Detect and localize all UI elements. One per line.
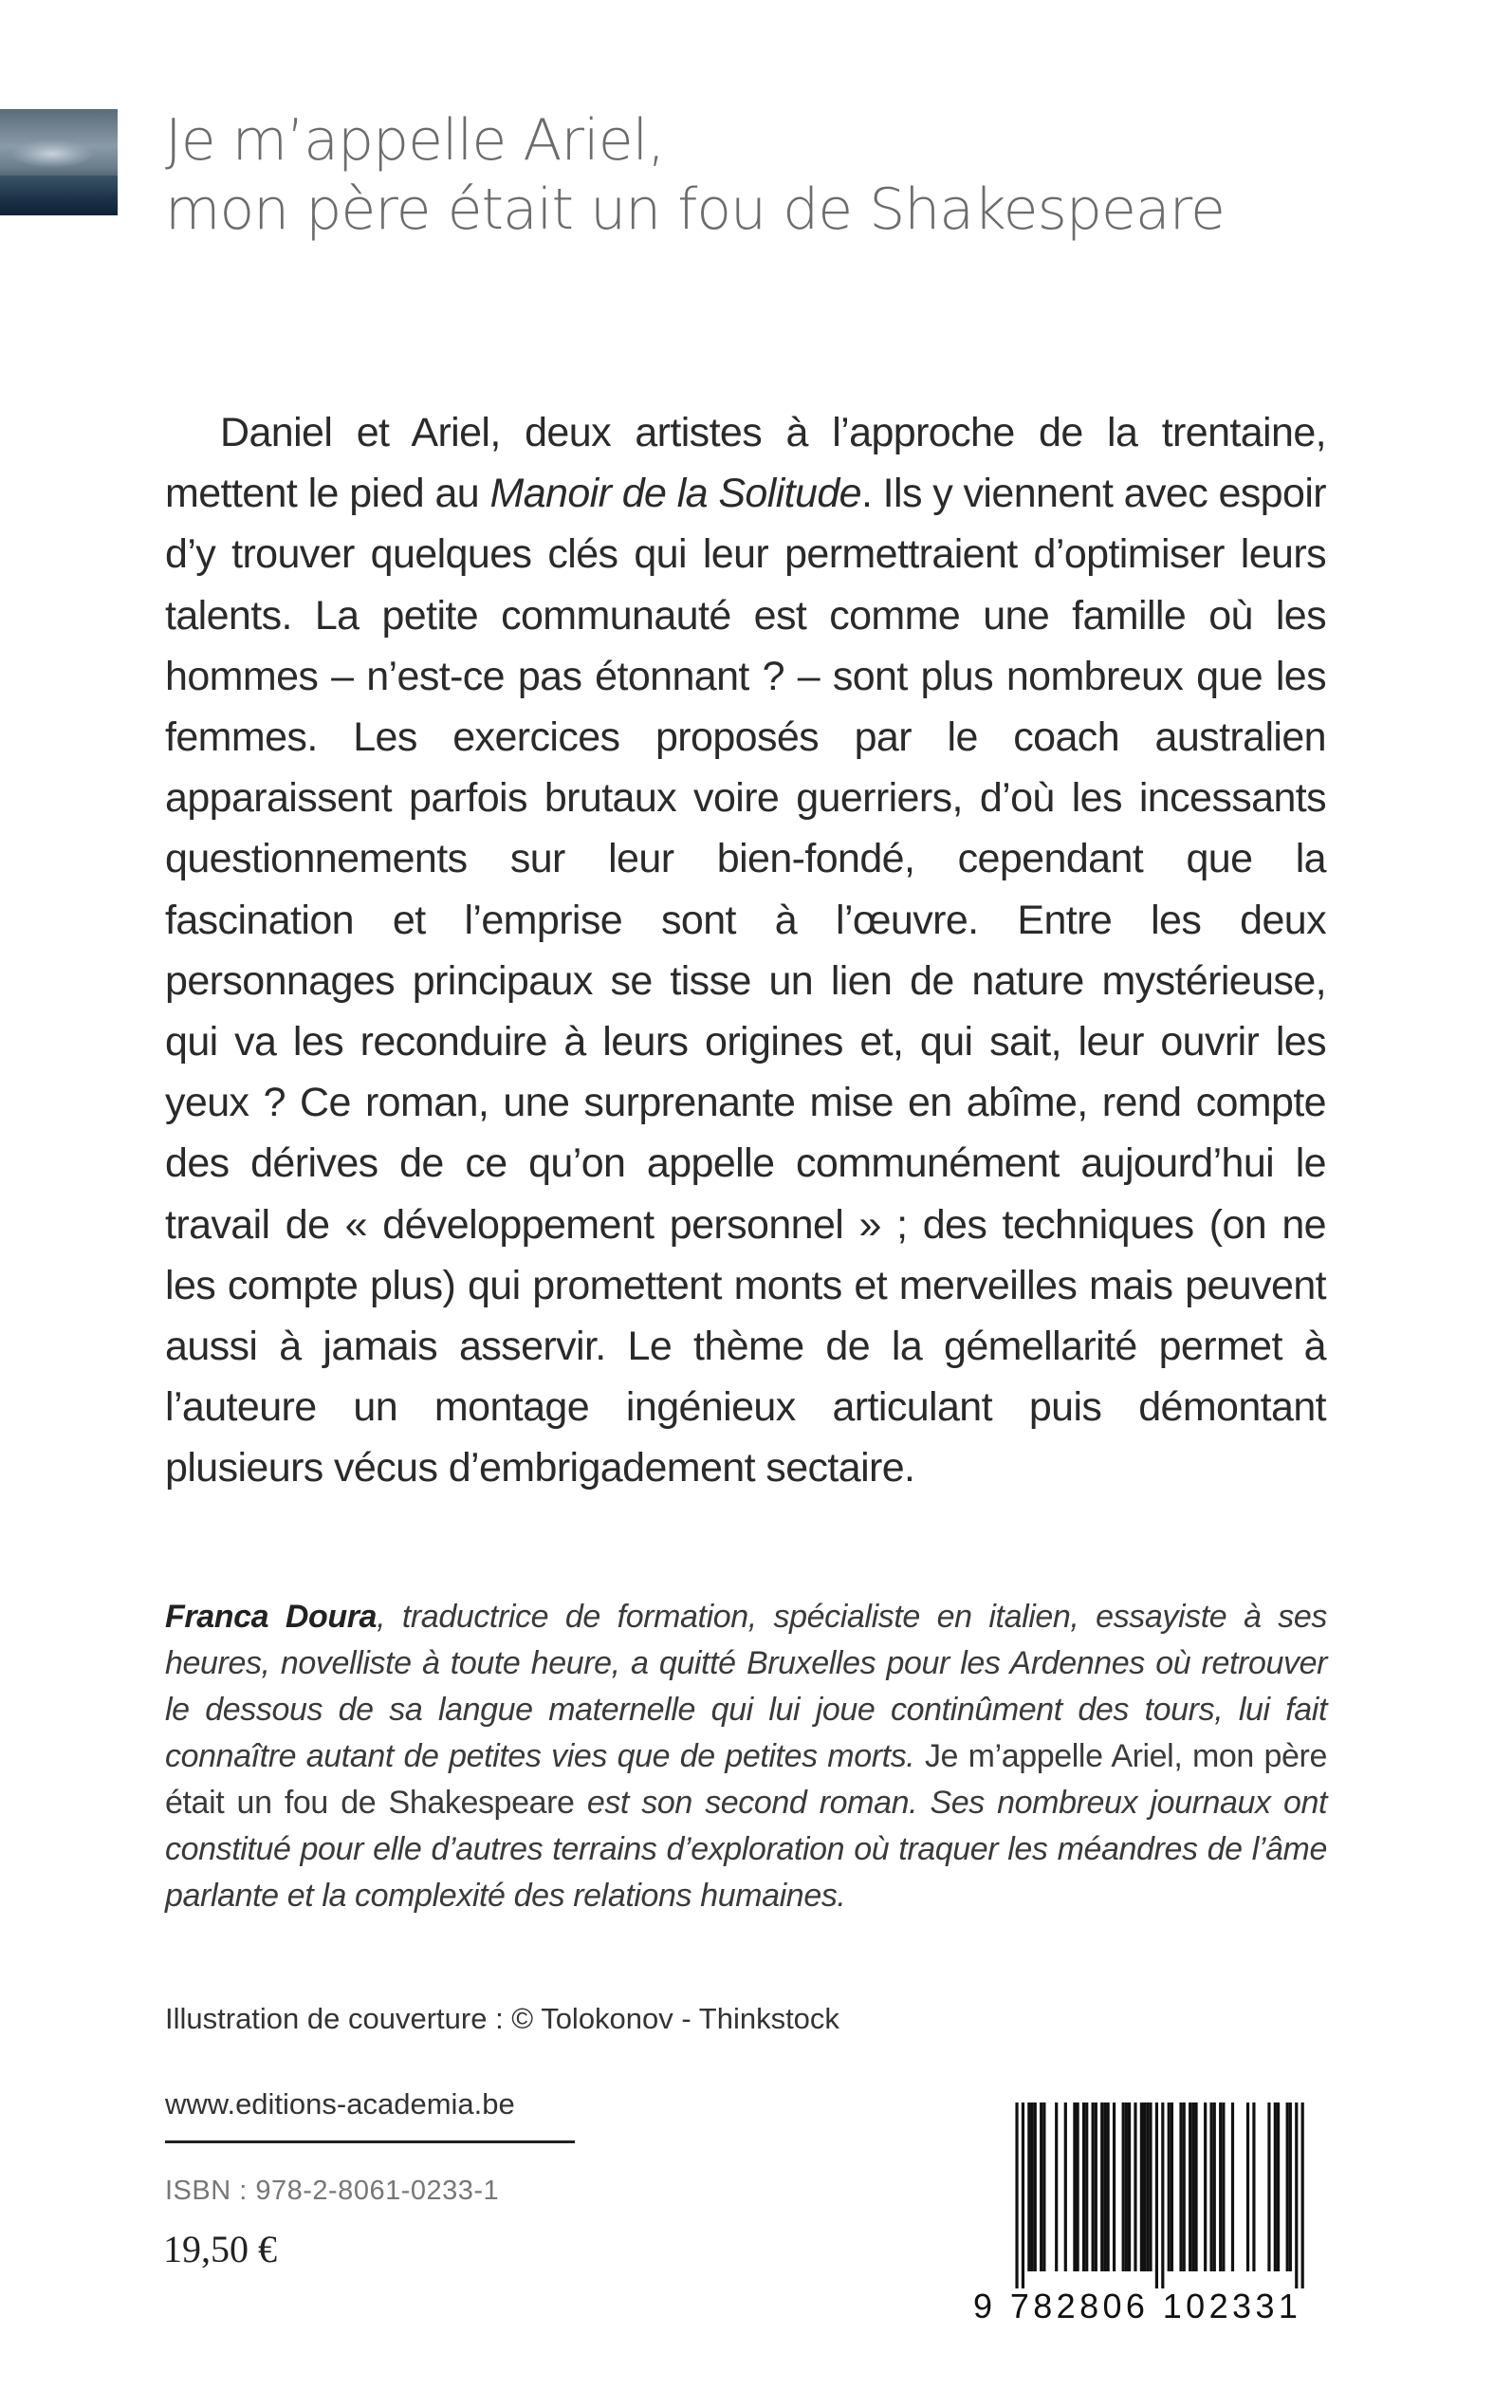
- barcode-bar: [1064, 2102, 1067, 2271]
- barcode-bar: [1122, 2102, 1125, 2271]
- barcode-bar: [1027, 2102, 1030, 2271]
- barcode-bar: [1077, 2102, 1079, 2271]
- barcode-bar: [1015, 2102, 1018, 2288]
- author-bio-book-title: Je m’appelle Ariel, mon père était un fou de Shakespeare: [165, 1738, 1327, 1821]
- barcode-bar: [1034, 2102, 1037, 2271]
- barcode-bar: [1140, 2102, 1143, 2271]
- barcode-bar: [1085, 2102, 1088, 2271]
- barcode-bar: [1219, 2102, 1222, 2271]
- barcode-bar: [1301, 2102, 1304, 2288]
- barcode-block: [973, 2099, 1328, 2345]
- barcode-bar: [1155, 2102, 1158, 2288]
- cloud-shape: [9, 139, 95, 168]
- barcode-bar: [1030, 2102, 1033, 2271]
- author-bio-text-2: est son second roman. Ses nombreux journaux ont constitué pour elle d’autres terrains d’exploration où traquer les méandres de l’âme parlante et la complexité des relations humaines.: [165, 1785, 1328, 1914]
- book-title-line-1: Je m’appelle Ariel,: [165, 107, 665, 174]
- barcode-bar: [1042, 2102, 1045, 2271]
- barcode-bar: [1022, 2102, 1024, 2288]
- author-bio: [165, 1594, 1327, 1919]
- sea-shape: [0, 176, 118, 215]
- barcode-bar: [1289, 2102, 1292, 2271]
- barcode-bar: [1191, 2102, 1194, 2271]
- barcode-bar: [1055, 2102, 1058, 2271]
- price: 19,50 €: [163, 2228, 277, 2270]
- barcode-bar: [1149, 2102, 1152, 2271]
- barcode-bar: [1143, 2102, 1146, 2271]
- barcode-bar: [1107, 2102, 1110, 2271]
- barcode-bar: [1222, 2102, 1225, 2271]
- barcode-digits: 9 782806 102331: [973, 2287, 1302, 2325]
- publisher-website-link[interactable]: www.editions-academia.be: [165, 2087, 515, 2121]
- divider-line: [165, 2140, 575, 2143]
- barcode-bar: [1082, 2102, 1085, 2271]
- barcode-bar: [1194, 2102, 1197, 2271]
- barcode-bar: [1267, 2102, 1270, 2271]
- barcode-bar: [1274, 2102, 1277, 2271]
- barcode-bar: [1134, 2102, 1136, 2271]
- barcode-bar: [1277, 2102, 1280, 2271]
- synopsis-italic-place: Manoir de la Solitude: [489, 471, 861, 517]
- barcode-bar: [1095, 2102, 1097, 2271]
- barcode-bar: [1213, 2102, 1216, 2271]
- illustration-credit: Illustration de couverture : © Tolokonov - Thinkstock: [165, 2002, 839, 2035]
- barcode-bar: [1125, 2102, 1128, 2271]
- barcode-bar: [1161, 2102, 1164, 2288]
- synopsis-paragraph: [165, 402, 1326, 1499]
- synopsis-text-1: Daniel et Ariel, deux artistes à l’approche de la trentaine, mettent le pied au: [165, 410, 1326, 517]
- barcode-bar: [1040, 2102, 1042, 2271]
- barcode-bar: [1246, 2102, 1249, 2271]
- barcode-bar: [1146, 2102, 1149, 2271]
- author-name: Franca Doura: [165, 1599, 378, 1635]
- barcode-bar: [1286, 2102, 1289, 2271]
- barcode-bar: [1183, 2102, 1186, 2271]
- barcode-bar: [1179, 2102, 1182, 2271]
- barcode-bar: [1204, 2102, 1207, 2271]
- barcode-bar: [1171, 2102, 1173, 2271]
- barcode-bar: [1113, 2102, 1116, 2271]
- barcode-bar: [1252, 2102, 1255, 2271]
- synopsis-text-2: . Ils y viennent avec espoir d’y trouver quelques clés qui leur permettraient d’optimiser leurs talents. La petite communauté est comme une famille où les hommes – n’est-ce pas étonnant ? – sont plus nombreux que les femmes. Les exercices proposés par le coach australien apparaissent parfois brutaux voire guerriers, d’où les incessants questionnements sur leur bien-fondé, cependant que la fascination et l’emprise sont à l’œuvre. Entre les deux personnages principaux se tisse un lien de nature mystérieuse, qui va les reconduire à leurs origines et, qui sait, leur ouvrir les yeux ? Ce roman, une surprenante mise en abîme, rend compte des dérives de ce qu’on appelle communément aujourd’hui le travail de « développement personnel » ; des techniques (on ne les compte plus) qui promettent monts et merveilles mais peuvent aussi à jamais asservir. Le thème de la gémellarité permet à l’auteure un montage ingénieux articulant puis démontant plusieurs vécus d’embrigadement sectaire.: [165, 471, 1326, 1491]
- barcode-icon: [979, 2102, 1322, 2288]
- barcode-bar: [1092, 2102, 1095, 2271]
- barcode-bar: [1189, 2102, 1191, 2271]
- barcode-bar: [1231, 2102, 1234, 2271]
- barcode-bar: [1100, 2102, 1103, 2271]
- cover-thumbnail-image: [0, 109, 118, 215]
- barcode-bar: [1209, 2102, 1212, 2271]
- book-title: [165, 106, 1398, 245]
- book-title-line-2: mon père était un fou de Shakespeare: [165, 176, 1225, 243]
- barcode-bar: [1295, 2102, 1298, 2288]
- isbn-number: ISBN : 978-2-8061-0233-1: [165, 2176, 500, 2206]
- barcode-bar: [1073, 2102, 1076, 2271]
- barcode-bar: [1168, 2102, 1171, 2271]
- author-bio-text-1: , traductrice de formation, spécialiste en italien, essayiste à ses heures, novelliste à toute heure, a quitté Bruxelles pour les Ardennes où retrouver le dessous de sa langue maternelle qui lui joue continûment des tours, lui fait connaître autant de petites vies que de petites morts.: [165, 1599, 1327, 1774]
- barcode-bar: [1128, 2102, 1131, 2271]
- barcode-bar: [1103, 2102, 1106, 2271]
